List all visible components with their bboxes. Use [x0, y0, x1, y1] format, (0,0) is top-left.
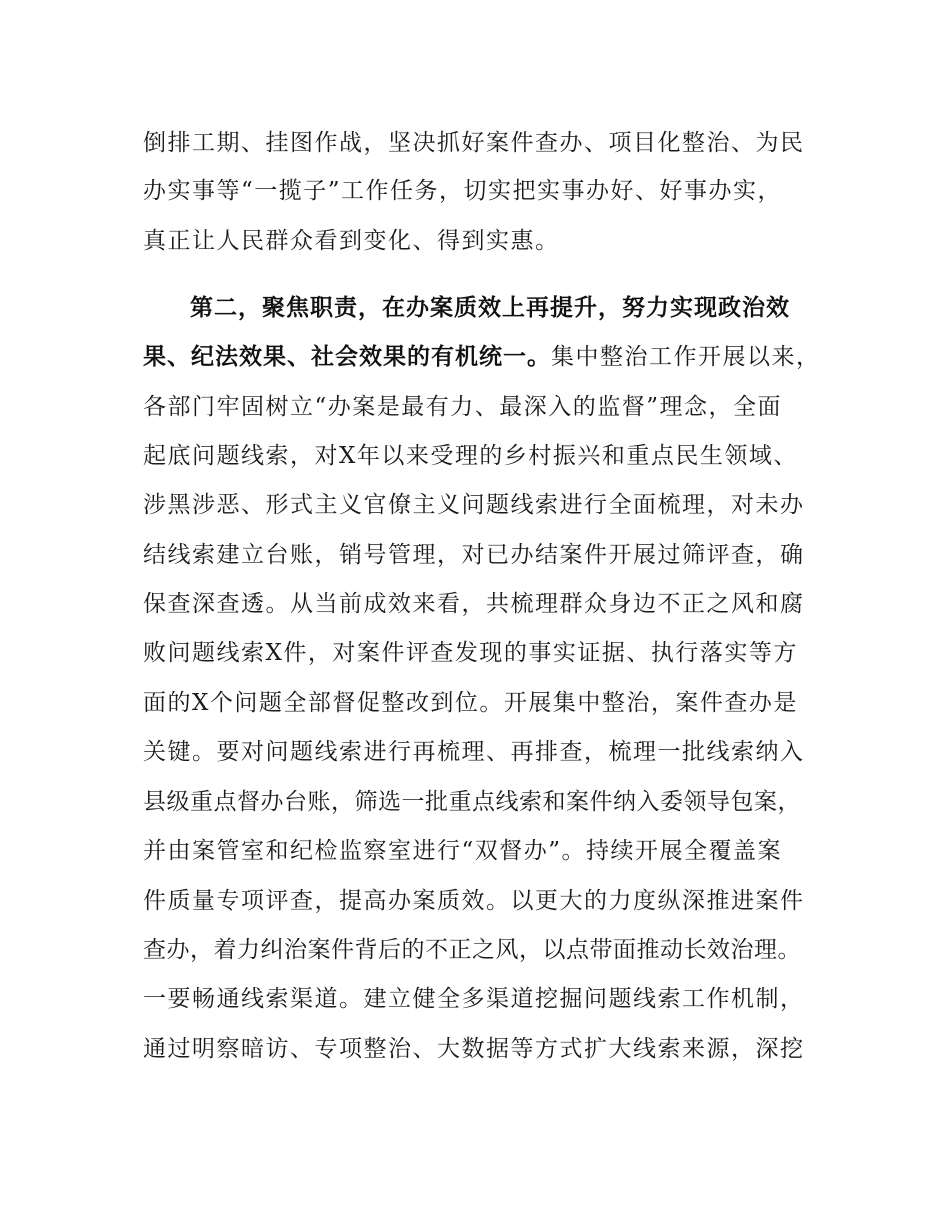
paragraph-line: 涉黑涉恶、形式主义官僚主义问题线索进行全面梳理，对未办: [143, 492, 805, 518]
section-heading-continuation: 果、纪法效果、社会效果的有机统一。: [143, 344, 551, 370]
paragraph-line: 一要畅通线索渠道。建立健全多渠道挖掘问题线索工作机制，: [143, 986, 805, 1012]
paragraph-line: 保查深查透。从当前成效来看，共梳理群众身边不正之风和腐: [143, 591, 805, 617]
paragraph-line: 查办，着力纠治案件背后的不正之风，以点带面推动长效治理。: [143, 937, 801, 963]
section-heading: 第二，聚焦职责，在办案质效上再提升，努力实现政治效: [190, 295, 790, 321]
paragraph-line: 面的X个问题全部督促整改到位。开展集中整治，案件查办是: [143, 690, 798, 716]
paragraph-line: 各部门牢固树立“办案是最有力、最深入的监督”理念，全面: [143, 394, 783, 420]
paragraph-line: [143, 342, 833, 372]
paragraph-text: 集中整治工作开展以来，: [551, 344, 821, 370]
paragraph-line: 结线索建立台账，销号管理，对已办结案件开展过筛评查，确: [143, 542, 805, 568]
paragraph-line: 真正让人民群众看到变化、得到实惠。: [143, 228, 560, 254]
paragraph-line: 并由案管室和纪检监察室进行“双督办”。持续开展全覆盖案: [143, 838, 783, 864]
paragraph-line: 办实事等“一揽子”工作任务，切实把实事办好、好事办实，: [143, 178, 783, 204]
paragraph-line: 件质量专项评查，提高办案质效。以更大的力度纵深推进案件: [143, 888, 805, 914]
paragraph-line: 关键。要对问题线索进行再梳理、再排查，梳理一批线索纳入: [143, 739, 805, 765]
paragraph-line: 败问题线索X件，对案件评查发现的事实证据、执行落实等方: [143, 640, 798, 666]
paragraph-line: 县级重点督办台账，筛选一批重点线索和案件纳入委领导包案，: [143, 789, 801, 815]
paragraph-line: 通过明察暗访、专项整治、大数据等方式扩大线索来源，深挖: [143, 1036, 805, 1062]
paragraph-line: 起底问题线索，对X年以来受理的乡村振兴和重点民生领域、: [143, 443, 798, 469]
paragraph-line: 倒排工期、挂图作战，坚决抓好案件查办、项目化整治、为民: [143, 130, 805, 156]
